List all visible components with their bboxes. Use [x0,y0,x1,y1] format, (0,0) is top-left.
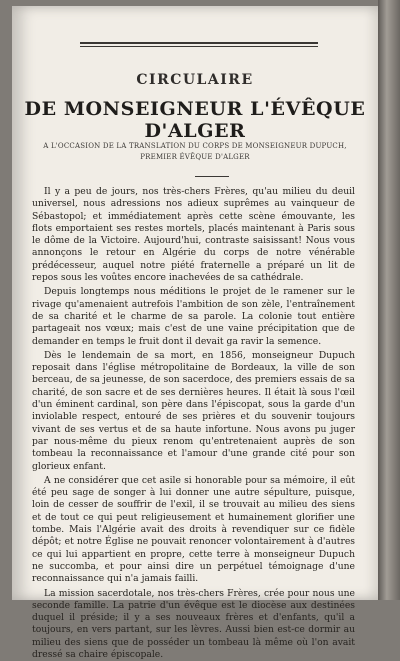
paragraph: Dès le lendemain de sa mort, en 1856, monseigneur Dupuch reposait dans l'église métropolitaine de Bordeaux, la ville de son berceau, de sa jeunesse, de son sacerdoce, des premiers essais de sa charité, de son sacre et de ses dernières heures. Il était là sous l'œil d'un éminent cardinal, son père dans l'épiscopat, sous la garde d'un inviolable respect, entouré de ses prières et du souvenir toujours vivant de ses vertus et de sa haute infortune. Nous avons pu juger par nous-même du pieux renom qu'entretenaient auprès de son tombeau la reconnaissance et l'amour d'une grande cité pour son glorieux enfant. [32,350,355,473]
book-gutter [378,0,400,600]
paragraph: Depuis longtemps nous méditions le projet de le ramener sur le rivage qu'amenaient autrefois l'ambition de son zèle, l'entraînement de sa charité et le charme de sa parole. La colonie tout entière partageait nos vœux; mais c'est de une vaine précipitation que de demander en temps le fruit dont il devait ga ravir la semence. [32,286,355,347]
paragraph: Il y a peu de jours, nos très-chers Frères, qu'au milieu du deuil universel, nous adressions nos adieux suprêmes au vainqueur de Sébastopol; et immédiatement après cette scène émouvante, les flots emportaient ses restes mortels, placés maintenant à Paris sous le dôme de la Victoire. Aujourd'hui, contraste saisissant! Nous vous annonçons le retour en Algérie du corps de notre vénérable prédécesseur, auquel notre piété fraternelle a préparé un lit de repos sous les voûtes encore inachevées de sa cathédrale. [32,186,355,284]
first-bishop-subtitle: PREMIER ÉVÊQUE D'ALGER [12,153,378,161]
header-rule [80,42,318,44]
letter-body [32,186,355,661]
occasion-subtitle: A L'OCCASION DE LA TRANSLATION DU CORPS DE MONSEIGNEUR DUPUCH, [12,142,378,150]
paragraph: La mission sacerdotale, nos très-chers Frères, crée pour nous une seconde famille. La patrie d'un évêque est le diocèse aux destinées duquel il préside; il y a ses nouveaux frères et d'enfants, qu'il a toujours, en vers partant, sur les lèvres. Aussi bien est-ce dormir au milieu des siens que de posséder un tombeau là même où l'on avait dressé sa chaire épiscopale. [32,588,355,661]
circular-title: CIRCULAIRE [12,72,378,88]
bishop-title: DE MONSEIGNEUR L'ÉVÊQUE D'ALGER [12,98,378,142]
section-divider [195,176,229,177]
book-page [12,6,378,600]
paragraph: A ne considérer que cet asile si honorable pour sa mémoire, il eût été peu sage de songer à lui donner une autre sépulture, puisque, loin de cesser de souffrir de l'exil, il se trouvait au milieu des siens et de tout ce qui peut religieusement et humainement glorifier une tombe. Mais l'Algérie avait des droits à revendiquer sur ce fidèle dépôt; et notre Église ne pouvait renoncer volontairement à d'autres ce qui lui appartient en propre, cette terre à monseigneur Dupuch ne succomba, et pour ainsi dire un perpétuel témoignage d'une reconnaissance qui n'a jamais failli. [32,475,355,586]
